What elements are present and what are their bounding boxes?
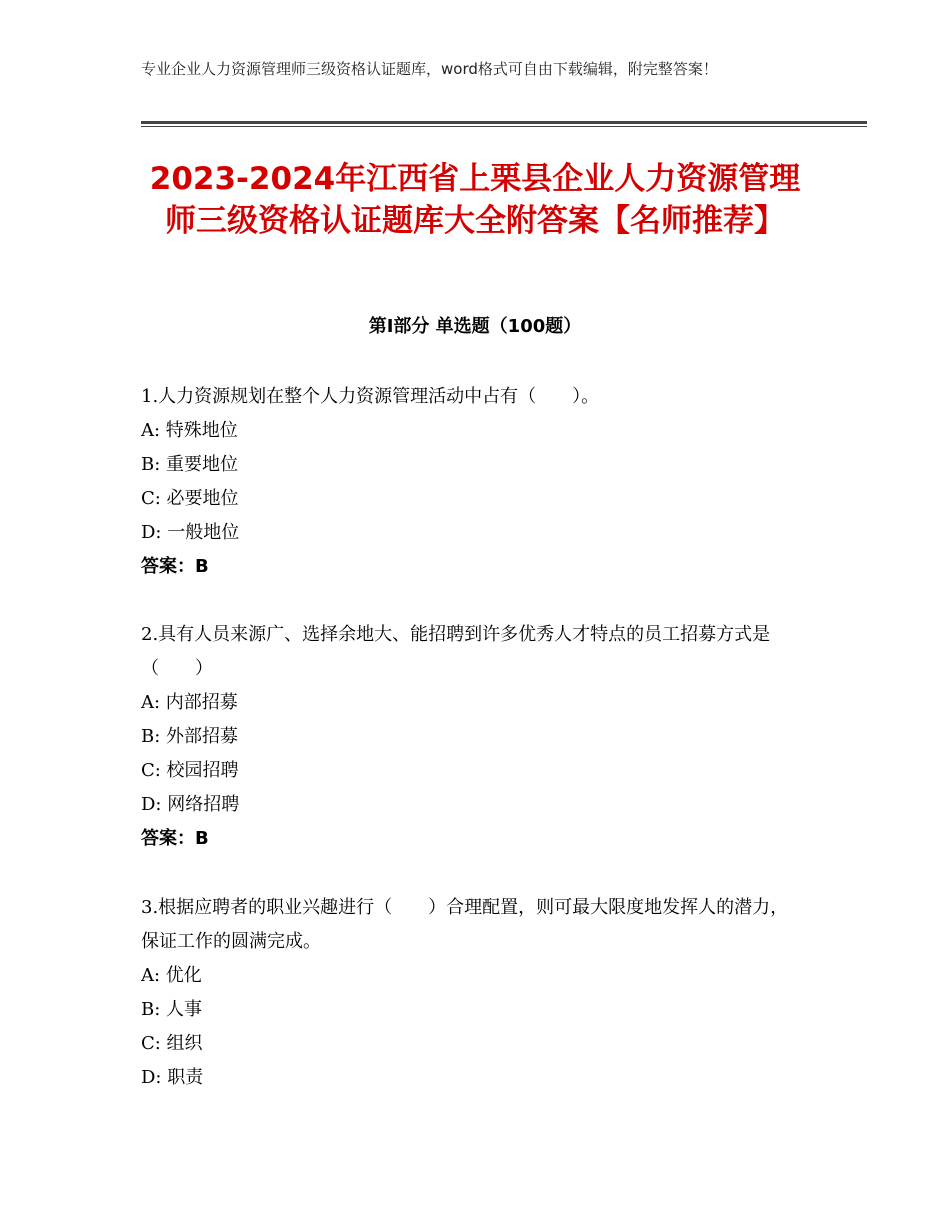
option-d: D: 网络招聘 [141, 794, 240, 815]
question-1 [141, 380, 801, 584]
option-a: A: 内部招募 [141, 692, 238, 713]
section-title: 第I部分 单选题（100题） [368, 316, 582, 337]
question-3 [141, 891, 801, 1095]
header-divider-thick [141, 121, 867, 124]
option-d: D: 一般地位 [141, 522, 240, 543]
question-stem: 3.根据应聘者的职业兴趣进行（ ）合理配置，则可最大限度地发挥人的潜力，保证工作的圆满完成。 [141, 897, 789, 952]
option-c: C: 必要地位 [141, 488, 239, 509]
option-b: B: 人事 [141, 999, 203, 1020]
question-stem: 1.人力资源规划在整个人力资源管理活动中占有（ ）。 [141, 386, 600, 407]
header-note: 专业企业人力资源管理师三级资格认证题库，word格式可自由下载编辑，附完整答案！ [141, 60, 718, 78]
option-b: B: 重要地位 [141, 454, 239, 475]
option-a: A: 特殊地位 [141, 420, 238, 441]
question-2 [141, 618, 801, 856]
option-a: A: 优化 [141, 965, 202, 986]
option-c: C: 校园招聘 [141, 760, 239, 781]
answer-label: 答案：B [141, 828, 209, 849]
option-d: D: 职责 [141, 1067, 204, 1088]
document-title: 2023-2024年江西省上栗县企业人力资源管理师三级资格认证题库大全附答案【名师推荐】 [149, 161, 801, 239]
option-b: B: 外部招募 [141, 726, 239, 747]
answer-label: 答案：B [141, 556, 209, 577]
header-divider-thin [141, 126, 867, 127]
option-c: C: 组织 [141, 1033, 203, 1054]
question-stem: 2.具有人员来源广、选择余地大、能招聘到许多优秀人才特点的员工招募方式是（ ） [141, 624, 771, 679]
